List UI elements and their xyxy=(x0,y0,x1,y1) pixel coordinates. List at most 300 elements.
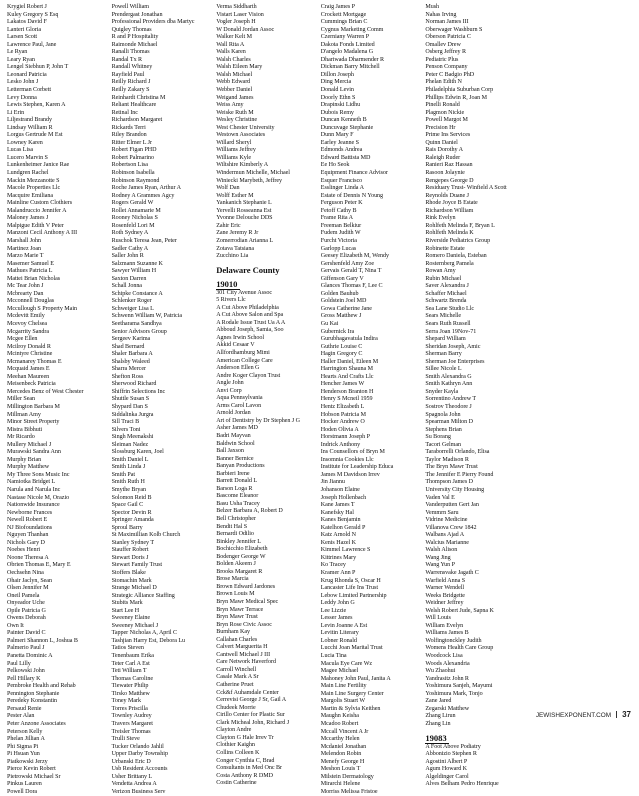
listing-entry: Robertson Lisa xyxy=(111,162,148,169)
zip-heading: 19083 xyxy=(425,733,449,744)
listing-entry: Burnham Kay xyxy=(216,629,250,636)
listing-entry: Mercedes Benz of West Chester xyxy=(7,388,84,395)
listing-entry: Allfordhamburg Mimi xyxy=(216,349,270,356)
listing-entry: Kanefsky Hal xyxy=(320,509,354,516)
listing-entry: Ee Ho Seok xyxy=(320,162,350,169)
listing-entry: Spearman Milton D xyxy=(425,419,473,426)
listing-entry: Bascome Eleanor xyxy=(216,493,259,500)
listing-entry: Maloney James J xyxy=(7,215,49,222)
listing-entry: Richardson Margaret xyxy=(111,117,163,124)
listing-entry: Lorgus Gertrude M Est xyxy=(7,132,63,139)
listing-entry: Consultants in Med Onc Br xyxy=(216,765,282,772)
listing-entry: Rubin Michael xyxy=(425,275,462,282)
listing-entry: University City Housing xyxy=(425,487,485,493)
listing-entry: Hencher James W xyxy=(320,381,365,388)
listing-entry: Walsh Alison xyxy=(425,547,458,554)
listing-entry: Lobner Ronald xyxy=(320,637,357,644)
listing-entry: Sheridan Joseph, Amic xyxy=(425,343,481,350)
listing-entry: Anderson Ellen G xyxy=(216,365,260,372)
listing-entry: Malpigue Edith V Peter xyxy=(7,222,64,229)
listing-entry: Costa Anthony R DMD xyxy=(216,772,273,779)
column-5 xyxy=(425,4,528,788)
listing-entry: Sergeev Karima xyxy=(111,336,151,343)
listing-entry: Shad Bernard xyxy=(111,343,145,350)
listing-entry: Vendetta Andrea A xyxy=(111,781,157,788)
listing-entry: Ruschok Teresa Jean, Peter xyxy=(111,237,177,244)
listing-entry: Singh Meenakshi xyxy=(111,434,154,441)
listing-entry: Lesser James xyxy=(320,615,353,622)
listing-entry: Pinelli Ronald xyxy=(425,102,460,109)
listing-entry: Peter Anzone Associates xyxy=(7,720,66,727)
listing-entry: Reilly Richard J xyxy=(111,79,151,86)
listing-entry: Gowa Catherine Jane xyxy=(320,305,372,312)
listing-entry: Smythe Bryan xyxy=(111,487,147,493)
listing-entry: Mirarchi Helene xyxy=(320,781,361,788)
listing-entry: Kramer Ann P xyxy=(320,570,356,577)
listing-entry: Shepard William xyxy=(425,336,466,343)
listing-entry: Webb Edward xyxy=(216,79,251,86)
listing-entry: Narula and Narula Inc xyxy=(7,487,61,493)
listing-entry: Esquer Francisco xyxy=(320,177,363,184)
listing-entry: Clayton G Hale Irrev Tr xyxy=(216,734,274,741)
listing-entry: Professional Providers dba Martyc xyxy=(111,19,195,26)
listing-entry: Lucia Tina xyxy=(320,653,347,660)
listing-entry: D'angelo Madalena G xyxy=(320,49,374,56)
listing-entry: Dubois Remy xyxy=(320,109,354,116)
listing-entry: William Evelyn xyxy=(425,622,464,629)
listing-entry: Bryn Mawr Terrace xyxy=(216,606,264,613)
listing-entry: Webber Daniel xyxy=(216,87,253,94)
listing-entry: Main Line Fertility xyxy=(320,683,367,690)
listing-entry: Ohair Jaclyn, Sean xyxy=(7,577,52,584)
listing-entry: Riley Brandon xyxy=(111,132,147,139)
listing-entry: Taylor Madison R xyxy=(425,456,469,463)
listing-entry: Mccall Vincent A Jr xyxy=(320,728,369,735)
listing-entry: Onyeador Uche xyxy=(7,600,45,607)
listing-entry: Bodenger George W xyxy=(216,553,266,560)
listing-entry: Palmeri Shannon L, Joshua B xyxy=(7,637,78,644)
listing-entry: Nahas Irving xyxy=(425,11,457,18)
listing-entry: Zucchino Lia xyxy=(216,253,249,260)
listing-entry: Mcmanarey Thomas E xyxy=(7,358,62,365)
listing-entry: Hagin Gregory C xyxy=(320,351,363,358)
listing-entry: Trulli Steve xyxy=(111,736,140,743)
listing-entry: Teter Carl A Est xyxy=(111,660,150,667)
listing-entry: Reilly Zakary S xyxy=(111,87,150,94)
listing-entry: Robinson Raymond xyxy=(111,177,160,184)
listing-entry: Villanova Crew 1842 xyxy=(425,524,477,531)
listing-entry: Glances Thomas F, Lee C xyxy=(320,283,383,290)
listing-entry: Pennington Stephanie xyxy=(7,690,60,697)
listing-entry: Jin Jiannu xyxy=(320,479,345,486)
listing-entry: Minor Street Property xyxy=(7,419,60,426)
listing-entry: Mahoney John Paul, Janita A xyxy=(320,675,391,682)
listing-entry: Winiecki Marybeth, Jeffrey xyxy=(216,177,283,184)
listing-entry: Wolff Esther M xyxy=(216,192,254,199)
listing-entry: Silvers Toni xyxy=(111,426,141,433)
listing-entry: Barson Loga R xyxy=(216,485,253,492)
listing-entry: Gervais Gerald T, Nina T xyxy=(320,268,382,275)
listing-entry: Penson Company xyxy=(425,64,468,71)
listing-entry: Freeman Belkiur xyxy=(320,222,362,229)
listing-entry: Lunkenheimer Janice Rae xyxy=(7,162,70,169)
listing-entry: Ritter Elmer L Jr xyxy=(111,139,152,146)
listing-entry: Yervelli Rosseanna Est xyxy=(216,207,272,214)
listing-entry: Akkid Cesaar V xyxy=(216,342,255,349)
listing-entry: Paul Lilly xyxy=(7,660,31,667)
listing-entry: Ranalli Thomas xyxy=(111,49,150,56)
listing-entry: Robinette Estate xyxy=(425,245,465,252)
listing-entry: Travers Margaret xyxy=(111,720,153,727)
listing-entry: Quinn Daniel xyxy=(425,139,458,146)
listing-entry: Millman Amy xyxy=(7,411,41,418)
listing-entry: Wall Rita A xyxy=(216,41,245,48)
listing-entry: Cummings Brian C xyxy=(320,19,368,26)
listing-entry: Lundgren Rachel xyxy=(7,170,49,177)
listing-entry: Walsh Michael xyxy=(216,71,253,78)
listing-entry: Lengel Siebhun P, John T xyxy=(7,64,69,71)
listing-entry: Menefy George H xyxy=(320,758,365,765)
listing-entry: Bryn Rose Civic Assoc xyxy=(216,621,272,628)
listing-entry: Warfield Anna S xyxy=(425,577,466,584)
listing-entry: Agostini Albert P xyxy=(425,758,468,765)
listing-entry: Ferguson Peter K xyxy=(320,200,363,207)
listing-entry: Yoshimura Mark, Tonjo xyxy=(425,690,483,697)
listing-entry: Newborne Frances xyxy=(7,509,53,516)
listing-entry: Mc Tear John J xyxy=(7,283,44,290)
listing-entry: Kittrines Mary xyxy=(320,554,357,561)
listing-entry: Sill Traci B xyxy=(111,419,140,426)
column-2 xyxy=(111,4,215,795)
listing-entry: Powell Dora xyxy=(7,788,38,795)
listing-entry: Leonard Patricia xyxy=(7,71,47,78)
listing-entry: Gubernick Ira xyxy=(320,328,355,335)
listing-entry: Mush xyxy=(425,4,440,10)
listing-entry: Tacori Gelman xyxy=(425,441,462,448)
listing-entry: Stewart Doris J xyxy=(111,554,149,561)
listing-entry: Persaud Renie xyxy=(7,705,42,712)
listing-entry: Rohlfeth Melinda F, Bryan L xyxy=(425,222,495,229)
listing-entry: Dillon Joseph xyxy=(320,71,354,78)
listing-entry: Stoffers Blake xyxy=(111,570,146,577)
listing-entry: Dunn Mary F xyxy=(320,132,354,139)
listing-entry: Rosenfeld Lori M xyxy=(111,222,155,229)
listing-entry: Stauffer Robert xyxy=(111,547,149,554)
listing-entry: Mcdevitt Emily xyxy=(7,313,45,320)
listing-entry: Alves Belham Pedro Henrique xyxy=(425,781,499,788)
listing-entry: Opile Patricia G xyxy=(7,607,46,614)
listing-entry: Lesko John J xyxy=(7,79,39,86)
listing-entry: Clothier Kaighn xyxy=(216,742,255,749)
listing-entry: Aqua Pennsylvania xyxy=(216,395,263,402)
listing-entry: Powell William xyxy=(111,4,149,10)
listing-entry: Horstmann Joseph P xyxy=(320,434,370,441)
listing-entry: Rohlfeth Melinda K xyxy=(425,230,474,237)
listing-entry: Sherwood Richard xyxy=(111,381,157,388)
listing-entry: Rayfield Paul xyxy=(111,71,145,78)
listing-entry: Mcquaid James E xyxy=(7,366,50,373)
listing-entry: Spagnola John xyxy=(425,411,461,418)
listing-entry: Lancaster Life Ins Trust xyxy=(320,585,378,592)
listing-entry: Carroll Winchell xyxy=(216,666,257,673)
listing-entry: Springer Amanda xyxy=(111,517,154,524)
listing-entry: Westown Associates xyxy=(216,132,266,139)
listing-entry: Banner Bernice xyxy=(216,455,254,462)
listing-entry: Gurubhagavatula Indira xyxy=(320,336,378,343)
listing-entry: Lanteri Gloria xyxy=(7,26,41,33)
listing-entry: Doorly Ethn S xyxy=(320,94,356,101)
listing-entry: St Maximillian Kolb Church xyxy=(111,532,181,539)
listing-entry: Newell Robert E xyxy=(7,517,48,524)
listing-entry: Rink Evelyn xyxy=(425,215,456,222)
listing-entry: Shaler Barbara A xyxy=(111,351,153,358)
listing-entry: Richardson William xyxy=(425,207,474,214)
listing-entry: Zegarski Matthew xyxy=(425,705,470,712)
listing-entry: Residuary Trust- Winfield A Scott xyxy=(425,185,507,192)
listing-entry: Romero Daniela, Esteban xyxy=(425,253,487,260)
listing-entry: Cirillo Center for Plastic Sur xyxy=(216,712,285,719)
listing-entry: Joseph Hollenbach xyxy=(320,494,367,501)
listing-entry: Raleigh Ruder xyxy=(425,154,461,161)
listing-entry: Randal Tx R xyxy=(111,56,143,63)
column-3 xyxy=(216,4,319,787)
listing-entry: Salzmann Suzanne K xyxy=(111,260,163,267)
listing-entry: Donald Levin xyxy=(320,87,354,94)
listing-entry: Millington Barbara M xyxy=(7,403,60,410)
listing-entry: Stewart Family Trust xyxy=(111,562,163,569)
listing-entry: Martinez Joan xyxy=(7,245,42,252)
listing-entry: Cygnus Marketing Comm xyxy=(320,26,384,33)
listing-entry: Craig James P xyxy=(320,4,355,10)
listing-entry: Shypard Dan S xyxy=(111,403,148,410)
listing-entry: Sherman Joe Enterprises xyxy=(425,358,485,365)
listing-entry: Ranieri Raz Hassan xyxy=(425,162,473,169)
listing-entry: Pembroke Health and Rehab xyxy=(7,683,76,690)
listing-entry: Pierce Kevin Robert xyxy=(7,766,56,773)
listing-entry: Cck&f Auhamdale Center xyxy=(216,689,279,696)
listing-entry: Will Louis xyxy=(425,615,451,622)
listing-entry: Piatkowski Jerzy xyxy=(7,758,48,765)
listing-entry: Fudem Judith W xyxy=(320,230,361,237)
listing-entry: Rhode Joyce B Estate xyxy=(425,200,478,207)
listing-entry: Verizon Business Serv xyxy=(111,788,166,795)
listing-entry: A Cut Above Salon and Spa xyxy=(216,312,284,319)
listing-entry: My Three Sons Music Inc xyxy=(7,471,70,478)
listing-entry: Usher Brittany L xyxy=(111,773,153,780)
listing-entry: Asher James MD xyxy=(216,425,258,432)
listing-entry: Roche James Ryan, Arthur A xyxy=(111,185,181,192)
listing-entry: Zhang Lin xyxy=(425,720,451,727)
listing-entry: Quigley Thomas xyxy=(111,26,152,33)
listing-entry: Sea Lane Studio Llc xyxy=(425,305,475,312)
listing-entry: Strange Michael D xyxy=(111,585,157,592)
listing-entry: Frame Rita A xyxy=(320,215,354,222)
listing-entry: Dakota Fonds Limited xyxy=(320,41,375,48)
listing-entry: Lucchi Joan Marital Trust xyxy=(320,645,383,652)
listing-entry: Morriss Melissa Fristoe xyxy=(320,788,378,795)
listing-entry: Vemmrn Saru xyxy=(425,509,459,516)
listing-entry: Schwenn William W, Patricia xyxy=(111,313,182,320)
listing-entry: Mcilroy Donald R xyxy=(7,343,51,350)
listing-entry: Robert Palmarino xyxy=(111,154,154,161)
listing-entry: Kuley Gregory S Esq xyxy=(7,11,59,18)
listing-entry: Haller Daniel, Eileen M xyxy=(320,358,379,365)
listing-entry: A Foot Above Podiatry xyxy=(425,743,481,750)
listing-entry: Hoden Olivia A xyxy=(320,426,359,433)
listing-entry: Ball Jaxson xyxy=(216,448,244,455)
listing-entry: Cerrevisi George J Sr, Gail A xyxy=(216,697,287,704)
listing-entry: Nationwide Insurance xyxy=(7,502,60,509)
listing-entry: Vogler Joseph H xyxy=(216,19,256,26)
listing-entry: Pietrowski Michael Sr xyxy=(7,773,61,780)
listing-entry: Nastase Nicole M, Orazio xyxy=(7,494,70,501)
listing-entry: Malandruccio Jennifer A xyxy=(7,207,67,214)
listing-entry: Norman James III xyxy=(425,19,469,26)
listing-entry: Plagmon Nickie xyxy=(425,109,465,116)
listing-entry: Murawski Sandra Ann xyxy=(7,449,61,456)
listing-entry: Lowney Karen xyxy=(7,139,43,146)
listing-entry: Mccarthy Helen xyxy=(320,736,360,743)
listing-entry: Spector Devin R xyxy=(111,509,152,516)
listing-entry: Lindsay William R xyxy=(7,124,53,131)
listing-entry: Wolf Dan xyxy=(216,185,240,192)
listing-entry: Giffenson Gary V xyxy=(320,275,364,282)
listing-entry: Maughn Keisha xyxy=(320,713,359,720)
listing-entry: Pelkowski John xyxy=(7,668,45,675)
listing-entry: Robert Figan PHD xyxy=(111,147,157,154)
listing-entry: Le Ryan xyxy=(7,49,28,56)
listing-entry: Ding Mercia xyxy=(320,79,352,86)
listing-entry: Vaden Val E xyxy=(425,494,455,501)
listing-entry: Golden Bauhub xyxy=(320,290,359,297)
listing-entry: Arnold Jordan xyxy=(216,410,251,417)
listing-entry: Levin Joanne A Est xyxy=(320,622,368,629)
listing-entry: Margolis Stuart W xyxy=(320,698,366,705)
listing-entry: Murphy Brian xyxy=(7,456,42,463)
listing-entry: Osberg Jeffrey R xyxy=(425,49,466,56)
listing-entry: Brooks Margaret R xyxy=(216,568,263,575)
listing-entry: Philadelphia Suburban Corp xyxy=(425,87,494,94)
listing-entry: Goldstein Joel MD xyxy=(320,298,367,305)
listing-entry: Weidner Jeffrey xyxy=(425,600,464,607)
listing-entry: Peter C Badgio PhD xyxy=(425,71,475,78)
listing-entry: Clayton Andre xyxy=(216,727,252,734)
listing-entry: Nguyen Thanhan xyxy=(7,532,49,539)
listing-entry: Katelhon Gerald P xyxy=(320,524,366,531)
listing-entry: Ins Counsellors of Bryn M xyxy=(320,449,385,456)
listing-entry: Omallev Drew xyxy=(425,41,461,48)
listing-entry: Macquire Emiliana xyxy=(7,192,54,199)
listing-entry: Usb Resident Accounts xyxy=(111,766,168,773)
listing-entry: Wesley Christine xyxy=(216,117,258,124)
listing-entry: Precision Hr xyxy=(425,124,456,131)
listing-entry: Brose Marcia xyxy=(216,576,249,583)
listing-entry: Tirsko Matthew xyxy=(111,690,150,697)
listing-entry: Earley Jeanne S xyxy=(320,139,359,146)
listing-entry: Saller John R xyxy=(111,253,144,260)
listing-entry: Catherine Pruet xyxy=(216,682,254,689)
listing-entry: Meehan Maureen xyxy=(7,373,50,380)
listing-entry: Abboud Joseph, Samia, Soo xyxy=(216,327,284,334)
listing-entry: Prendergast Jonathan xyxy=(111,11,163,18)
listing-entry: Callahan Charles xyxy=(216,636,258,643)
listing-entry: Treisler Thomas xyxy=(111,728,151,735)
listing-entry: Henry S Mcneil 1959 xyxy=(320,396,373,403)
listing-entry: Tatios Steven xyxy=(111,645,144,652)
listing-entry: Levy Donna xyxy=(7,94,37,101)
listing-entry: Tucker Orlando Jahlil xyxy=(111,743,164,750)
listing-entry: Tiewater Philip xyxy=(111,683,149,690)
listing-entry: Collins Colleen K xyxy=(216,749,260,756)
listing-entry: Nichols Gary D xyxy=(7,539,45,546)
listing-entry: Kimmel Lawrence S xyxy=(320,547,371,554)
listing-entry: Mcintyre Christine xyxy=(7,351,53,358)
listing-entry: Barrett Donald L xyxy=(216,478,258,485)
listing-entry: Upper Darby Township xyxy=(111,751,168,758)
listing-entry: Andre Koger Clayon Trust xyxy=(216,372,281,379)
listing-entry: Sears Michelle xyxy=(425,313,462,320)
listing-entry: Rengepes George D xyxy=(425,177,474,184)
listing-entry: Pi Hsuan Yun xyxy=(7,751,40,758)
listing-entry: Painter David C xyxy=(7,630,46,637)
listing-entry: Torres Priscilla xyxy=(111,705,148,712)
listing-entry: Macole Properties Llc xyxy=(7,185,61,192)
listing-entry: Yankanich Stephanie L xyxy=(216,200,272,207)
listing-entry: Martin & Sylvia Keithen xyxy=(320,705,381,712)
listing-entry: Leary Ryan xyxy=(7,56,35,63)
listing-entry: R and P Hospitality xyxy=(111,34,159,41)
column-4 xyxy=(320,4,424,795)
listing-entry: Larsen Scott xyxy=(7,34,38,41)
listing-entry: Yoshimura Sanjeh, Mayumi xyxy=(425,683,493,690)
listing-entry: Owens Deborah xyxy=(7,615,46,622)
listing-entry: Gross Matthew J xyxy=(320,313,362,320)
listing-entry: Rosternberg Pamela xyxy=(425,260,474,267)
listing-entry: Meshon Louis T xyxy=(320,766,361,773)
listing-entry: Mcdaniel Jonathan xyxy=(320,743,367,750)
listing-entry: Strategic Alliance Staffing xyxy=(111,592,175,599)
listing-entry: Reliant Healthcare xyxy=(111,102,157,109)
listing-entry: West Chester University xyxy=(216,124,275,131)
listing-entry: NJ Biofoundations xyxy=(7,524,53,531)
listing-entry: Brown Louis M xyxy=(216,591,255,598)
listing-entry: Peterson Kelly xyxy=(7,728,43,735)
listing-entry: Schweiger Lisa L xyxy=(111,305,154,312)
listing-entry: Womens Health Care Group xyxy=(425,645,494,652)
listing-entry: Snyder Kayla xyxy=(425,388,459,395)
listing-entry: Sillee Nicole L xyxy=(425,366,462,373)
listing-entry: Palmerio Paul J xyxy=(7,645,45,652)
listing-entry: Edward Battista MD xyxy=(320,154,371,161)
listing-entry: Hobson Patricia M xyxy=(320,411,366,418)
listing-entry: Oberwager Washburn S xyxy=(425,26,483,33)
listing-entry: Henderson Branton H xyxy=(320,388,374,395)
footer-site: JEWISHEXPONENT.COM xyxy=(535,712,612,719)
listing-entry: Smith Ruth H xyxy=(111,479,145,486)
listing-entry: Noone Theresa A xyxy=(7,554,49,561)
listing-entry: Rasoon Jolaynie xyxy=(425,170,465,177)
listing-entry: Vidrine Medicine xyxy=(425,517,468,524)
listing-entry: Hocker Andrew O xyxy=(320,419,365,426)
listing-entry: Basu Usha Tracey xyxy=(216,500,260,507)
listing-entry: Calvert Marguerita H xyxy=(216,644,268,651)
listing-entry: Badri Mayvan xyxy=(216,432,251,439)
listing-entry: Sharra Mercer xyxy=(111,366,146,373)
listing-entry: Tenenbaum Erika xyxy=(111,653,154,660)
listing-entry: Duncuvage Stephanie xyxy=(320,124,374,131)
listing-entry: Zhang Lirun xyxy=(425,713,456,720)
listing-entry: Schlenker Roger xyxy=(111,298,152,305)
